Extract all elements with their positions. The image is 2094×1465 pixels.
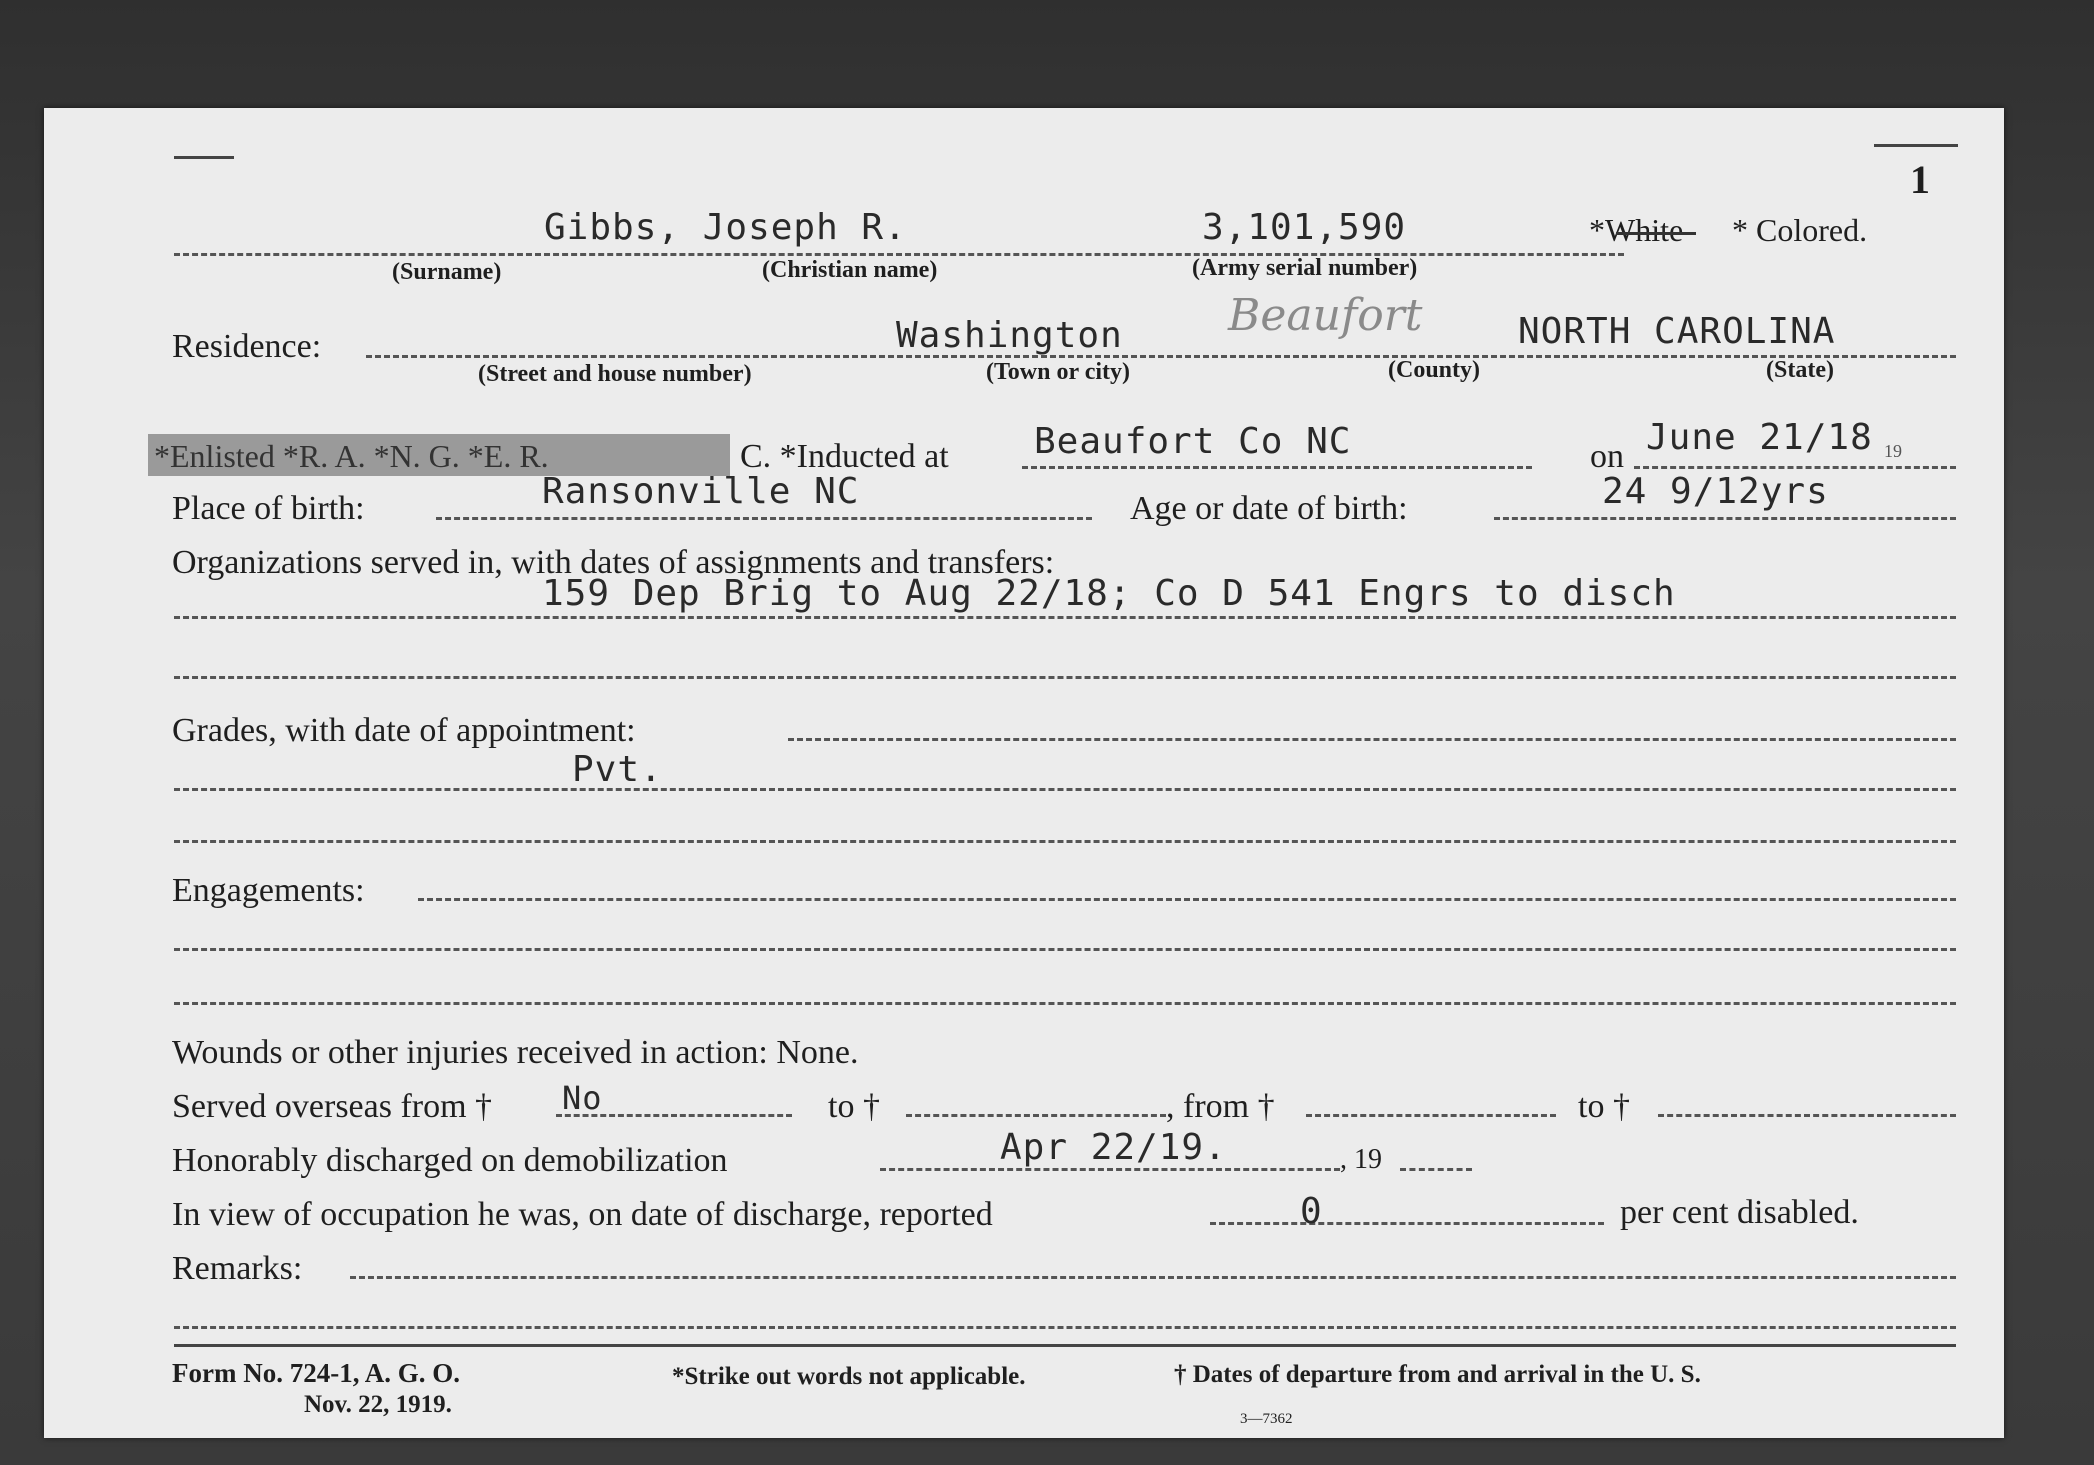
engagements-line-3 <box>174 1002 1956 1005</box>
discharge-line <box>880 1168 1340 1171</box>
dates-note: † Dates of departure from and arrival in the U. S. <box>1174 1361 1701 1388</box>
grades-value: Pvt. <box>572 749 663 790</box>
discharge-year-suffix: , 19 <box>1340 1144 1382 1175</box>
grades-line-2 <box>174 788 1956 791</box>
engagements-label: Engagements: <box>172 872 365 909</box>
wounds-label: Wounds or other injuries received in action: None. <box>172 1034 859 1071</box>
place-of-birth-label: Place of birth: <box>172 490 365 527</box>
race-option-colored: * Colored. <box>1732 212 1868 248</box>
caption-christian-name: (Christian name) <box>762 257 938 283</box>
form-number: Form No. 724-1, A. G. O. <box>172 1358 460 1388</box>
residence-line <box>366 355 1956 358</box>
place-of-birth-line <box>436 517 1092 520</box>
card-number: 1 <box>1910 157 1930 202</box>
remarks-line-1 <box>350 1276 1956 1279</box>
overseas-to-label: to † <box>828 1088 880 1125</box>
on-label: on <box>1590 438 1624 475</box>
grades-line-3 <box>174 840 1956 843</box>
engagements-line-1 <box>418 898 1956 901</box>
age-label: Age or date of birth: <box>1130 490 1408 527</box>
place-of-birth-value: Ransonville NC <box>542 471 860 512</box>
induction-date-line <box>1634 466 1956 469</box>
discharge-date-value: Apr 22/19. <box>1000 1127 1227 1168</box>
service-record-card <box>44 108 2004 1438</box>
overseas-from-value: No <box>562 1079 603 1117</box>
overseas-from2-line <box>1306 1114 1556 1117</box>
top-right-rule <box>1874 144 1958 147</box>
grades-label: Grades, with date of appointment: <box>172 712 636 749</box>
remarks-line-2 <box>174 1326 1956 1329</box>
residence-town-value: Washington <box>896 315 1123 356</box>
residence-state-value: NORTH CAROLINA <box>1518 311 1836 352</box>
caption-county: (County) <box>1388 357 1481 383</box>
print-code: 3—7362 <box>1240 1411 1293 1427</box>
disability-line <box>1210 1222 1604 1225</box>
white-strikeout <box>1616 232 1696 235</box>
residence-label: Residence: <box>172 328 322 365</box>
overseas-to2-line <box>1658 1114 1956 1117</box>
caption-surname: (Surname) <box>392 259 502 285</box>
surname-christian-value: Gibbs, Joseph R. <box>544 207 907 248</box>
discharge-year-line <box>1400 1168 1472 1171</box>
inducted-at-value: Beaufort Co NC <box>1034 421 1352 462</box>
remarks-label: Remarks: <box>172 1250 303 1287</box>
enlistment-options-suffix: C. *Inducted at <box>740 438 949 475</box>
organizations-line-2 <box>174 676 1956 679</box>
overseas-to2-label: to † <box>1578 1088 1630 1125</box>
caption-town: (Town or city) <box>986 359 1130 385</box>
caption-serial-number: (Army serial number) <box>1192 255 1418 281</box>
enlistment-options: *Enlisted *R. A. *N. G. *E. R. <box>154 438 549 474</box>
form-date: Nov. 22, 1919. <box>304 1391 452 1418</box>
footer-rule <box>174 1344 1956 1347</box>
age-value: 24 9/12yrs <box>1602 471 1829 512</box>
disability-suffix: per cent disabled. <box>1620 1194 1859 1231</box>
race-option-white: *White <box>1589 212 1684 248</box>
organizations-value: 159 Dep Brig to Aug 22/18; Co D 541 Engrs to disch <box>542 573 1676 614</box>
engagements-line-2 <box>174 948 1956 951</box>
induction-date-value: June 21/18 <box>1646 417 1873 458</box>
disability-value: 0 <box>1300 1191 1323 1232</box>
disability-label: In view of occupation he was, on date of discharge, reported <box>172 1196 993 1233</box>
caption-state: (State) <box>1766 357 1834 383</box>
discharge-label: Honorably discharged on demobilization <box>172 1142 728 1179</box>
grades-line-1 <box>788 738 1956 741</box>
strike-note: *Strike out words not applicable. <box>672 1363 1026 1390</box>
overseas-from2-label: , from † <box>1166 1088 1275 1125</box>
age-line <box>1494 517 1956 520</box>
caption-street: (Street and house number) <box>478 361 752 387</box>
organizations-line-1 <box>174 616 1956 619</box>
overseas-label: Served overseas from † <box>172 1088 493 1125</box>
residence-county-handwritten: Beaufort <box>1228 290 1423 341</box>
inducted-line <box>1022 466 1532 469</box>
year-prefix: 19 <box>1884 441 1902 461</box>
serial-number-value: 3,101,590 <box>1202 207 1407 248</box>
top-left-rule <box>174 156 234 159</box>
overseas-to-line <box>906 1114 1166 1117</box>
organizations-label: Organizations served in, with dates of assignments and transfers: <box>172 544 1055 581</box>
